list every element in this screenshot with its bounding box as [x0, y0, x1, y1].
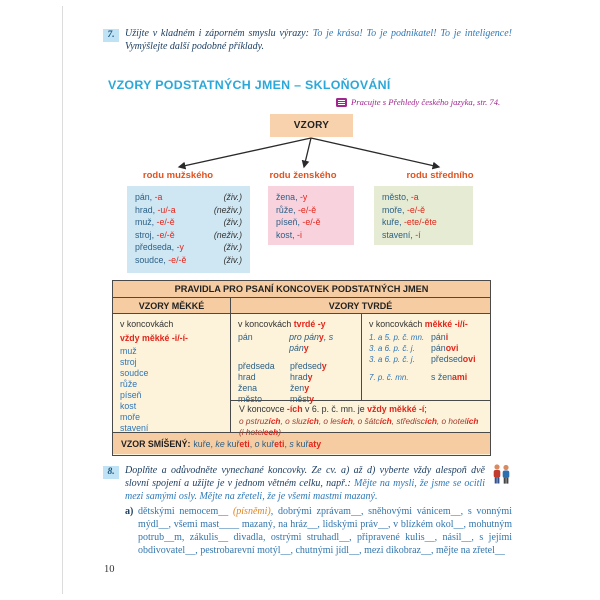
- soft-item: moře: [120, 412, 141, 422]
- hard-y-row: město městy: [238, 394, 314, 404]
- pattern-row: muž, -e/-ě (živ.): [135, 217, 242, 228]
- mixed-pattern-examples: kuře, ke kuřeti, o kuřeti, s kuřaty: [193, 438, 322, 449]
- ich-rule-cell: [231, 401, 490, 442]
- hard-i-row: 3. a 6. p. č. j. pánovi: [369, 343, 459, 353]
- branch-label-masculine: rodu mužského: [142, 170, 214, 181]
- diagram-arrows: [100, 136, 500, 174]
- book-icon: [336, 98, 347, 107]
- pattern-row: soudce, -e/-ě (živ.): [135, 254, 242, 265]
- soft-item: muž: [120, 346, 137, 356]
- neuter-patterns-box: [374, 186, 473, 245]
- soft-item: soudce: [120, 368, 149, 378]
- branch-label-neuter: rodu středního: [406, 170, 474, 181]
- mixed-pattern-label: VZOR SMÍŠENÝ:: [121, 438, 191, 449]
- hard-i-row: 3. a 6. p. č. j. předsedovi: [369, 354, 476, 364]
- ich-rule-line1: V koncovce -ích v 6. p. č. mn. je vždy měkké -í;: [239, 404, 427, 414]
- pattern-row: hrad, -u/-a (neživ.): [135, 204, 242, 215]
- ich-rule-examples: o pstruzích, o sluzích, o lesích, o šátcích, střediscích, o hotelích (i hotelech): [239, 415, 479, 437]
- pattern-row: píseň, -e/-ě: [276, 217, 321, 228]
- soft-patterns-header: VZORY MĚKKÉ: [113, 298, 231, 313]
- soft-item: stroj: [120, 357, 137, 367]
- hard-y-row: pán pro pány, s pány: [238, 332, 334, 353]
- pattern-row: kuře, -ete/-ěte: [382, 217, 437, 228]
- pair-work-icon: [489, 463, 513, 485]
- soft-item: růže: [120, 379, 138, 389]
- hard-patterns-header: VZORY TVRDÉ: [328, 300, 393, 311]
- hard-y-header: v koncovkách tvrdé -y: [238, 319, 326, 329]
- item-a-text: dětskými nemocem__ (písněmi), dobrými zprávam__, sněhovými vánicem__, s vonnými mýdl__, všemi mast____ mazaný, na hráz__, lidskými práv__, v blízkém okol__, mohutným potrub__m, zákulis__ divadla, ostrými struhadl__, připravené kulis__, násil__, s jejími obdivovatel__, pestrobarevní motýl__, chutnými jídl__, mezi dikobraz__, mějte na zřetel__: [138, 506, 512, 556]
- rules-table-subheader: [113, 298, 490, 314]
- hard-i-cell: [362, 314, 490, 400]
- branch-label-feminine: rodu ženského: [269, 170, 337, 181]
- diagram-root-box: VZORY: [270, 114, 353, 137]
- soft-item: stavení: [120, 423, 149, 433]
- hard-i-row: 1. a 5. p. č. mn. páni: [369, 332, 449, 342]
- soft-patterns-cell: [113, 314, 231, 432]
- page-left-edge: [62, 6, 63, 594]
- pattern-row: stroj, -e/-ě (neživ.): [135, 229, 242, 240]
- soft-item: píseň: [120, 390, 142, 400]
- hard-y-row: hrad hrady: [238, 372, 313, 382]
- pattern-row: předseda, -y (živ.): [135, 242, 242, 253]
- hard-y-row: předseda předsedy: [238, 361, 327, 371]
- reference-note: [336, 97, 500, 107]
- hard-y-cell: [231, 314, 362, 404]
- pattern-row: růže, -e/-ě: [276, 204, 317, 215]
- exercise-8-item-a: [125, 505, 512, 557]
- exercise-7-text: Užijte v kladném i záporném smyslu výrazy: To je krása! To je podnikatel! To je inteligence! Vymýšlejte další podobné příklady.: [125, 28, 513, 52]
- rules-table: [112, 280, 491, 456]
- exercise-8-number-badge: 8.: [103, 466, 119, 479]
- section-title: VZORY PODSTATNÝCH JMEN – SKLOŇOVÁNÍ: [108, 78, 391, 92]
- hard-i-row: 7. p. č. mn. s ženami: [369, 372, 468, 382]
- soft-item: kost: [120, 401, 137, 411]
- hard-y-row: žena ženy: [238, 383, 310, 393]
- pattern-row: žena, -y: [276, 192, 308, 202]
- soft-intro-line2: vždy měkké -i/-í-: [120, 333, 188, 343]
- pattern-row: moře, -e/-ě: [382, 204, 426, 215]
- feminine-patterns-box: [268, 186, 354, 245]
- exercise-7-number-badge: 7.: [103, 29, 119, 42]
- item-a-label: a): [125, 506, 134, 517]
- pattern-row: pán, -a (živ.): [135, 192, 242, 202]
- rules-table-title: PRAVIDLA PRO PSANÍ KONCOVEK PODSTATNÝCH JMEN: [113, 281, 490, 298]
- hard-i-header: v koncovkách měkké -i/í-: [369, 319, 468, 329]
- pattern-row: stavení, -í: [382, 229, 421, 240]
- pattern-row: město, -a: [382, 192, 419, 202]
- masculine-patterns-box: [127, 186, 250, 273]
- exercise-8-text: Doplňte a odůvodněte vynechané koncovky. Ze cv. a) až d) vyberte vždy alespoň dvě slovní spojení a užijte je v jednom větném celku, např.: Mějte na mysli, že jsme se ocitli mezi samými osly. Mějte na zřeteli, že je všemi mastmi mazaný.: [125, 465, 485, 502]
- page-number: 10: [104, 564, 115, 575]
- reference-note-text: Pracujte s Přehledy českého jazyka, str. 74.: [351, 97, 501, 107]
- pattern-row: kost, -i: [276, 229, 302, 240]
- soft-intro-line1: v koncovkách: [120, 319, 174, 329]
